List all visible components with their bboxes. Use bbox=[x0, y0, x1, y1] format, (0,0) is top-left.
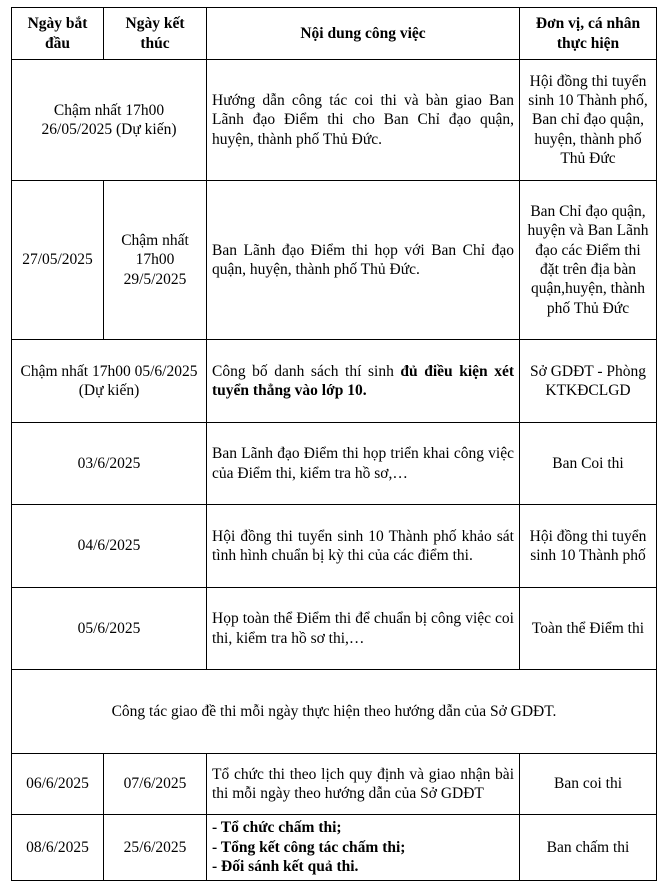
content-cell: Tổ chức thi theo lịch quy định và giao nhận bài thi mỗi ngày theo hướng dẫn của Sở GDĐT bbox=[207, 754, 520, 815]
date-cell: 04/6/2025 bbox=[12, 505, 207, 588]
table-row bbox=[12, 181, 657, 340]
unit-cell: Hội đồng thi tuyển sinh 10 Thành phố, Ban chỉ đạo quận, huyện, thành phố Thủ Đức bbox=[520, 60, 657, 181]
start-date-cell: 27/05/2025 bbox=[12, 181, 104, 340]
table-row bbox=[12, 754, 657, 815]
content-cell: Họp toàn thể Điểm thi để chuẩn bị công việc coi thi, kiểm tra hồ sơ thi,… bbox=[207, 588, 520, 670]
date-cell: 03/6/2025 bbox=[12, 423, 207, 505]
list-item: - Tổng kết công tác chấm thi; bbox=[212, 838, 406, 856]
end-date-cell: 07/6/2025 bbox=[104, 754, 207, 815]
table-row bbox=[12, 423, 657, 505]
header-content: Nội dung công việc bbox=[207, 8, 520, 60]
content-cell bbox=[207, 340, 520, 423]
schedule-page bbox=[11, 7, 656, 880]
end-date-cell: 25/6/2025 bbox=[104, 815, 207, 881]
unit-cell: Sở GDĐT - Phòng KTKĐCLGD bbox=[520, 340, 657, 423]
header-unit: Đơn vị, cá nhân thực hiện bbox=[520, 8, 657, 60]
content-cell bbox=[207, 815, 520, 881]
content-cell: Hội đồng thi tuyển sinh 10 Thành phố khảo sát tình hình chuẩn bị kỳ thi của các điểm thi. bbox=[207, 505, 520, 588]
header-end-date: Ngày kết thúc bbox=[104, 8, 207, 60]
table-row bbox=[12, 588, 657, 670]
start-date-cell: 08/6/2025 bbox=[12, 815, 104, 881]
unit-cell: Hội đồng thi tuyển sinh 10 Thành phố bbox=[520, 505, 657, 588]
unit-cell: Ban Chỉ đạo quận, huyện và Ban Lãnh đạo các Điểm thi đặt trên địa bàn quận,huyện, thành phố Thủ Đức bbox=[520, 181, 657, 340]
date-cell: Chậm nhất 17h00 26/05/2025 (Dự kiến) bbox=[12, 60, 207, 181]
start-date-cell: 06/6/2025 bbox=[12, 754, 104, 815]
table-row bbox=[12, 815, 657, 881]
end-date-cell: Chậm nhất 17h00 29/5/2025 bbox=[104, 181, 207, 340]
header-row bbox=[12, 8, 657, 60]
unit-cell: Ban coi thi bbox=[520, 754, 657, 815]
list-item: - Tổ chức chấm thi; bbox=[212, 819, 342, 837]
note-row bbox=[12, 670, 657, 754]
date-cell: Chậm nhất 17h00 05/6/2025 (Dự kiến) bbox=[12, 340, 207, 423]
content-cell: Hướng dẫn công tác coi thi và bàn giao Ban Lãnh đạo Điểm thi cho Ban Chỉ đạo quận, huyện, thành phố Thủ Đức. bbox=[207, 60, 520, 181]
table-row bbox=[12, 505, 657, 588]
header-start-date: Ngày bắt đầu bbox=[12, 8, 104, 60]
unit-cell: Ban Coi thi bbox=[520, 423, 657, 505]
content-text: Công bố danh sách thí sinh bbox=[212, 362, 401, 380]
unit-cell: Ban chấm thi bbox=[520, 815, 657, 881]
content-cell: Ban Lãnh đạo Điểm thi họp với Ban Chỉ đạo quận, huyện, thành phố Thủ Đức. bbox=[207, 181, 520, 340]
note-cell: Công tác giao đề thi mỗi ngày thực hiện theo hướng dẫn của Sở GDĐT. bbox=[12, 670, 657, 754]
table-row bbox=[12, 340, 657, 423]
table-row bbox=[12, 60, 657, 181]
date-cell: 05/6/2025 bbox=[12, 588, 207, 670]
list-item: - Đối sánh kết quả thi. bbox=[212, 858, 359, 876]
schedule-table bbox=[11, 7, 657, 881]
content-bold-text: đủ điều kiện xét tuyển thẳng vào lớp 10. bbox=[212, 362, 514, 399]
unit-cell: Toàn thể Điểm thi bbox=[520, 588, 657, 670]
content-cell: Ban Lãnh đạo Điểm thi họp triển khai công việc của Điểm thi, kiểm tra hồ sơ,… bbox=[207, 423, 520, 505]
